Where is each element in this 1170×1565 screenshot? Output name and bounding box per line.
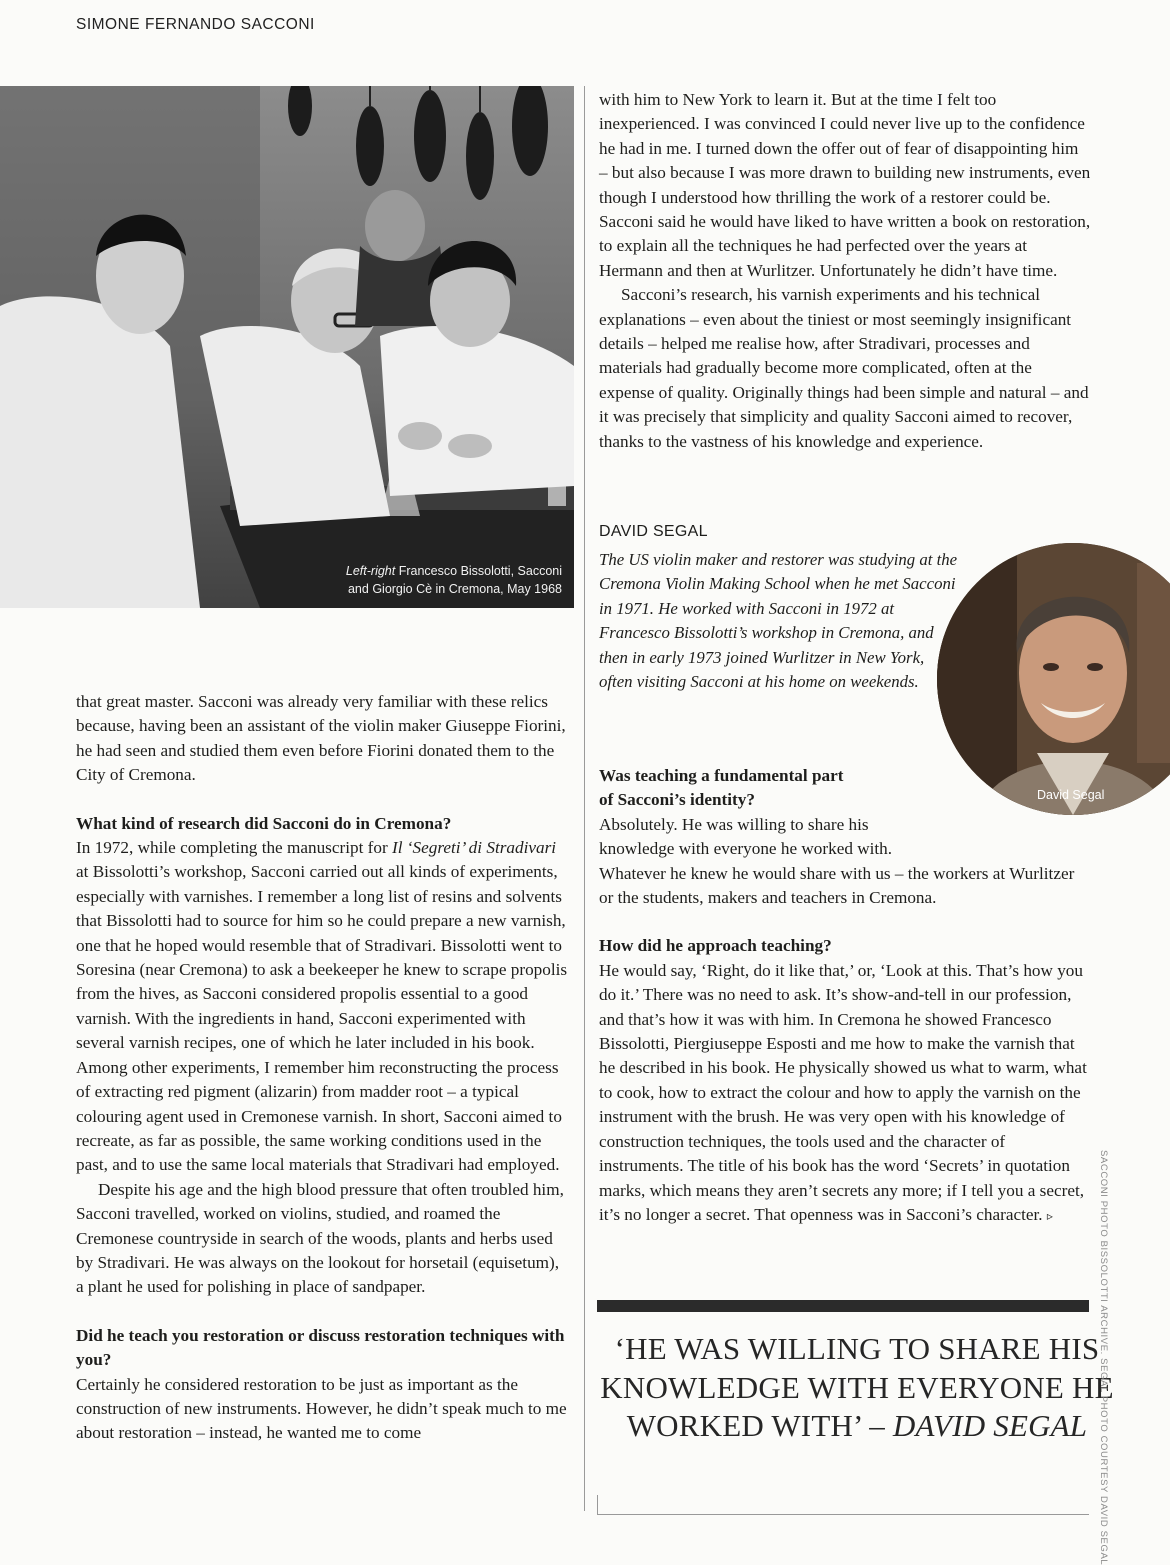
question-heading: What kind of research did Sacconi do in Cremona? xyxy=(76,813,452,833)
profile-intro: The US violin maker and restorer was studying at the Cremona Violin Making School when he met Sacconi in 1971. He worked with Sacconi in 1972 at Francesco Bissolotti’s workshop in Cremona, and then in early 1973 joined Wurlitzer in New York, often visiting Sacconi at his home on weekends. xyxy=(599,550,958,692)
paragraph xyxy=(599,959,1091,1228)
column-divider xyxy=(584,86,585,1511)
caption-line2: and Giorgio Cè in Cremona, May 1968 xyxy=(347,582,562,596)
text-line: Absolutely. He was willing to share his xyxy=(599,814,869,834)
paragraph: Despite his age and the high blood pressure that often troubled him, Sacconi travelled, worked on violins, studied, and roamed the Cremonese countryside in search of the woods, plants and herbs used by Stradivari. He was always on the lookout for horsetail (equisetum), a plant he used for polishing in place of sandpaper. xyxy=(76,1179,564,1297)
question-heading xyxy=(599,764,1091,813)
portrait-label: David Segal xyxy=(1037,788,1105,802)
pull-quote-attribution: DAVID SEGAL xyxy=(892,1408,1088,1443)
photo-caption xyxy=(346,562,562,598)
left-column xyxy=(76,690,570,1446)
workshop-photo xyxy=(0,86,574,608)
text-run: at Bissolotti’s workshop, Sacconi carried out all kinds of experiments, especially with varnishes. I remember a long list of resins and solvents that Bissolotti had to source for him so he could prepare a new varnish, one that he hoped would resemble that of Stradivari. Bissolotti went to Soresina (near Cremona) to ask a beekeeper he knew to scrape propolis from the hives, as Sacconi considered propolis essential to a good varnish. With the ingredients in hand, Sacconi experimented with several varnish recipes, one of which he later included in his book. Among other experiments, I remember him reconstructing the process of extracting red pigment (alizarin) from madder root – a typical colouring agent used in Cremonese varnish. In short, Sacconi aimed to recreate, as far as possible, the same working conditions used in the past, and to use the same local materials that Stradivari had employed. xyxy=(76,862,568,1175)
text-line: knowledge with everyone he worked with. xyxy=(599,839,893,859)
pull-quote-text: ‘HE WAS WILLING TO SHARE HIS KNOWLEDGE WITH EVERYONE HE WORKED WITH’ – xyxy=(600,1331,1114,1443)
caption-line1: Francesco Bissolotti, Sacconi xyxy=(398,564,562,578)
photo-credit: SACCONI PHOTO BISSOLOTTI ARCHIVE. SEGAL PHOTO COURTESY DAVID SEGAL xyxy=(1098,1150,1109,1565)
paragraph: Certainly he considered restoration to be just as important as the construction of new instruments. However, he didn’t speak much to me about restoration – instead, he wanted me to come xyxy=(76,1374,567,1443)
heading-line: of Sacconi’s identity? xyxy=(599,790,755,810)
pull-quote-bottom-rule xyxy=(597,1514,1089,1515)
running-head: SIMONE FERNANDO SACCONI xyxy=(76,16,315,33)
right-column-middle xyxy=(599,764,1091,1228)
right-column-top xyxy=(599,88,1091,454)
pull-quote-bar xyxy=(597,1300,1089,1312)
pull-quote xyxy=(597,1330,1117,1446)
heading-line: Was teaching a fundamental part xyxy=(599,766,844,785)
end-mark: ▹ xyxy=(1046,1208,1053,1223)
book-title: Il ‘Segreti’ di Stradivari xyxy=(392,838,557,858)
text-run: He would say, ‘Right, do it like that,’ or, ‘Look at this. That’s how you do it.’ There was no need to ask. It’s show-and-tell in our profession, and that’s how it was with him. In Cremona he showed Francesco Bissolotti, Piergiuseppe Esposti and me how to make the varnish that he described in his book. He physically showed us what to warm, what to cook, how to extract the colour and how to apply the varnish on the instrument with the brush. He was very open with his knowledge of construction techniques, the tools used and the character of instruments. The title of his book has the word ‘Secrets’ in quotation marks, which means they aren’t secrets any more; if I tell you a secret, it’s no longer a secret. That openness was in Sacconi’s character. xyxy=(599,960,1087,1224)
profile-heading: DAVID SEGAL xyxy=(599,523,708,540)
question-heading: Did he teach you restoration or discuss restoration techniques with you? xyxy=(76,1325,565,1370)
pull-quote-left-rule xyxy=(597,1495,598,1515)
paragraph: that great master. Sacconi was already very familiar with these relics because, having been an assistant of the violin maker Giuseppe Fiorini, he had seen and studied them even before Fiorini donated them to the City of Cremona. xyxy=(76,692,566,785)
text-run: Whatever he knew he would share with us – the workers at Wurlitzer or the students, makers and teachers in Cremona. xyxy=(599,863,1075,908)
caption-italic: Left-right xyxy=(345,564,396,578)
paragraph: with him to New York to learn it. But at the time I felt too inexperienced. I was convinced I could never live up to the confidence he had in me. I turned down the offer out of fear of disappointing him – but also because I was more drawn to building new instruments, even though I understood how thrilling the work of a restorer could be. Sacconi said he would have liked to have written a book on restoration, to explain all the techniques he had perfected over the years at Hermann and then at Wurlitzer. Unfortunately he didn’t have time. xyxy=(599,90,1091,280)
question-heading: How did he approach teaching? xyxy=(599,936,832,956)
paragraph xyxy=(599,813,1091,911)
paragraph xyxy=(76,836,570,1178)
text-run: In 1972, while completing the manuscript for xyxy=(76,838,392,858)
paragraph: Sacconi’s research, his varnish experiments and his technical explanations – even about the tiniest or most seemingly insignificant details – helped me realise how, after Stradivari, processes and materials had gradually become more complicated, often at the expense of quality. Originally things had been simple and natural – and it was precisely that simplicity and quality Sacconi aimed to recover, thanks to the vastness of his knowledge and experience. xyxy=(599,285,1089,451)
